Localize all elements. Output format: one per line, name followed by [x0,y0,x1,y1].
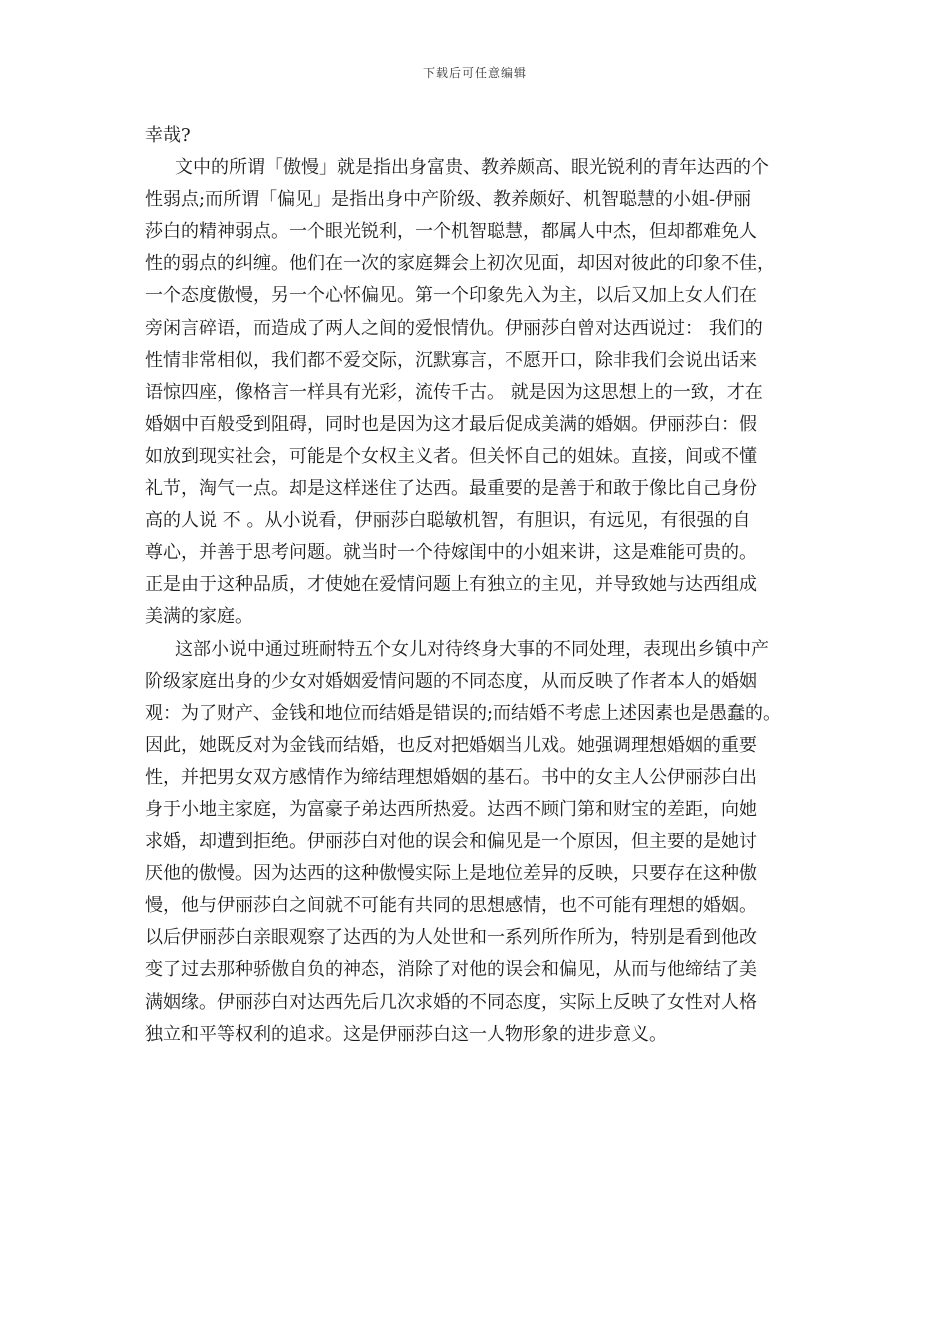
text-line: 语惊四座，像格言一样具有光彩，流传千古。 就是因为这思想上的一致，才在 [145,381,763,403]
text-line: 身于小地主家庭，为富豪子弟达西所热爱。达西不顾门第和财宝的差距，向她 [145,798,757,820]
text-line: 旁闲言碎语，而造成了两人之间的爱恨情仇。伊丽莎白曾对达西说过： 我们的 [145,317,763,339]
paragraph-2 [145,152,825,633]
paragraph-1 [145,120,825,152]
text-line: 性的弱点的纠缠。他们在一次的家庭舞会上初次见面，却因对彼此的印象不佳， [145,253,775,275]
text-line: 以后伊丽莎白亲眼观察了达西的为人处世和一系列所作所为，特别是看到他改 [145,927,757,949]
text-line: 阶级家庭出身的少女对婚姻爱情问题的不同态度，从而反映了作者本人的婚姻 [145,670,757,692]
text-line: 因此，她既反对为金钱而结婚，也反对把婚姻当儿戏。她强调理想婚姻的重要 [145,734,757,756]
text-line: 礼节，淘气一点。却是这样迷住了达西。最重要的是善于和敢于像比自己身份 [145,478,757,500]
text-line: 性情非常相似，我们都不爱交际，沉默寡言，不愿开口，除非我们会说出话来 [145,349,757,371]
text-line: 婚姻中百般受到阻碍，同时也是因为这才最后促成美满的婚姻。伊丽莎白：假 [145,413,757,435]
text-line: 莎白的精神弱点。一个眼光锐利，一个机智聪慧，都属人中杰，但却都难免人 [145,221,757,243]
text-line: 变了过去那种骄傲自负的神态，消除了对他的误会和偏见，从而与他缔结了美 [145,959,757,981]
text-line: 慢，他与伊丽莎白之间就不可能有共同的思想感情，也不可能有理想的婚姻。 [145,895,757,917]
text-line: 独立和平等权利的追求。这是伊丽莎白这一人物形象的进步意义。 [145,1023,667,1045]
text-line: 厌他的傲慢。因为达西的这种傲慢实际上是地位差异的反映，只要存在这种傲 [145,863,757,885]
text-line: 性弱点;而所谓「偏见」是指出身中产阶级、教养颇好、机智聪慧的小姐-伊丽 [145,189,752,211]
text-line: 性，并把男女双方感情作为缔结理想婚姻的基石。书中的女主人公伊丽莎白出 [145,766,757,788]
text-line: 尊心，并善于思考问题。就当时一个待嫁闺中的小姐来讲，这是难能可贵的。 [145,542,757,564]
text-line: 如放到现实社会，可能是个女权主义者。但关怀自己的姐妹。直接，间或不懂 [145,445,757,467]
document-body [145,120,825,1051]
text-line: 正是由于这种品质，才使她在爱情问题上有独立的主见，并导致她与达西组成 [145,574,757,596]
text-line: 一个态度傲慢，另一个心怀偏见。第一个印象先入为主，以后又加上女人们在 [145,285,757,307]
paragraph-3 [145,634,825,1051]
text-line: 满姻缘。伊丽莎白对达西先后几次求婚的不同态度，实际上反映了女性对人格 [145,991,757,1013]
text-line: 文中的所谓「傲慢」就是指出身富贵、教养颇高、眼光锐利的青年达西的个 [175,157,769,179]
text-line: 观：为了财产、金钱和地位而结婚是错误的;而结婚不考虑上述因素也是愚蠢的。 [145,702,782,724]
text-line: 这部小说中通过班耐特五个女儿对待终身大事的不同处理，表现出乡镇中产 [175,638,769,660]
text-line: 求婚，却遭到拒绝。伊丽莎白对他的误会和偏见是一个原因，但主要的是她讨 [145,831,757,853]
text-line: 高的人说 不 。从小说看，伊丽莎白聪敏机智，有胆识，有远见，有很强的自 [145,510,751,532]
page-header: 下载后可任意编辑 [422,66,527,80]
text-line: 美满的家庭。 [145,606,253,628]
text-line: 幸哉? [145,125,191,146]
